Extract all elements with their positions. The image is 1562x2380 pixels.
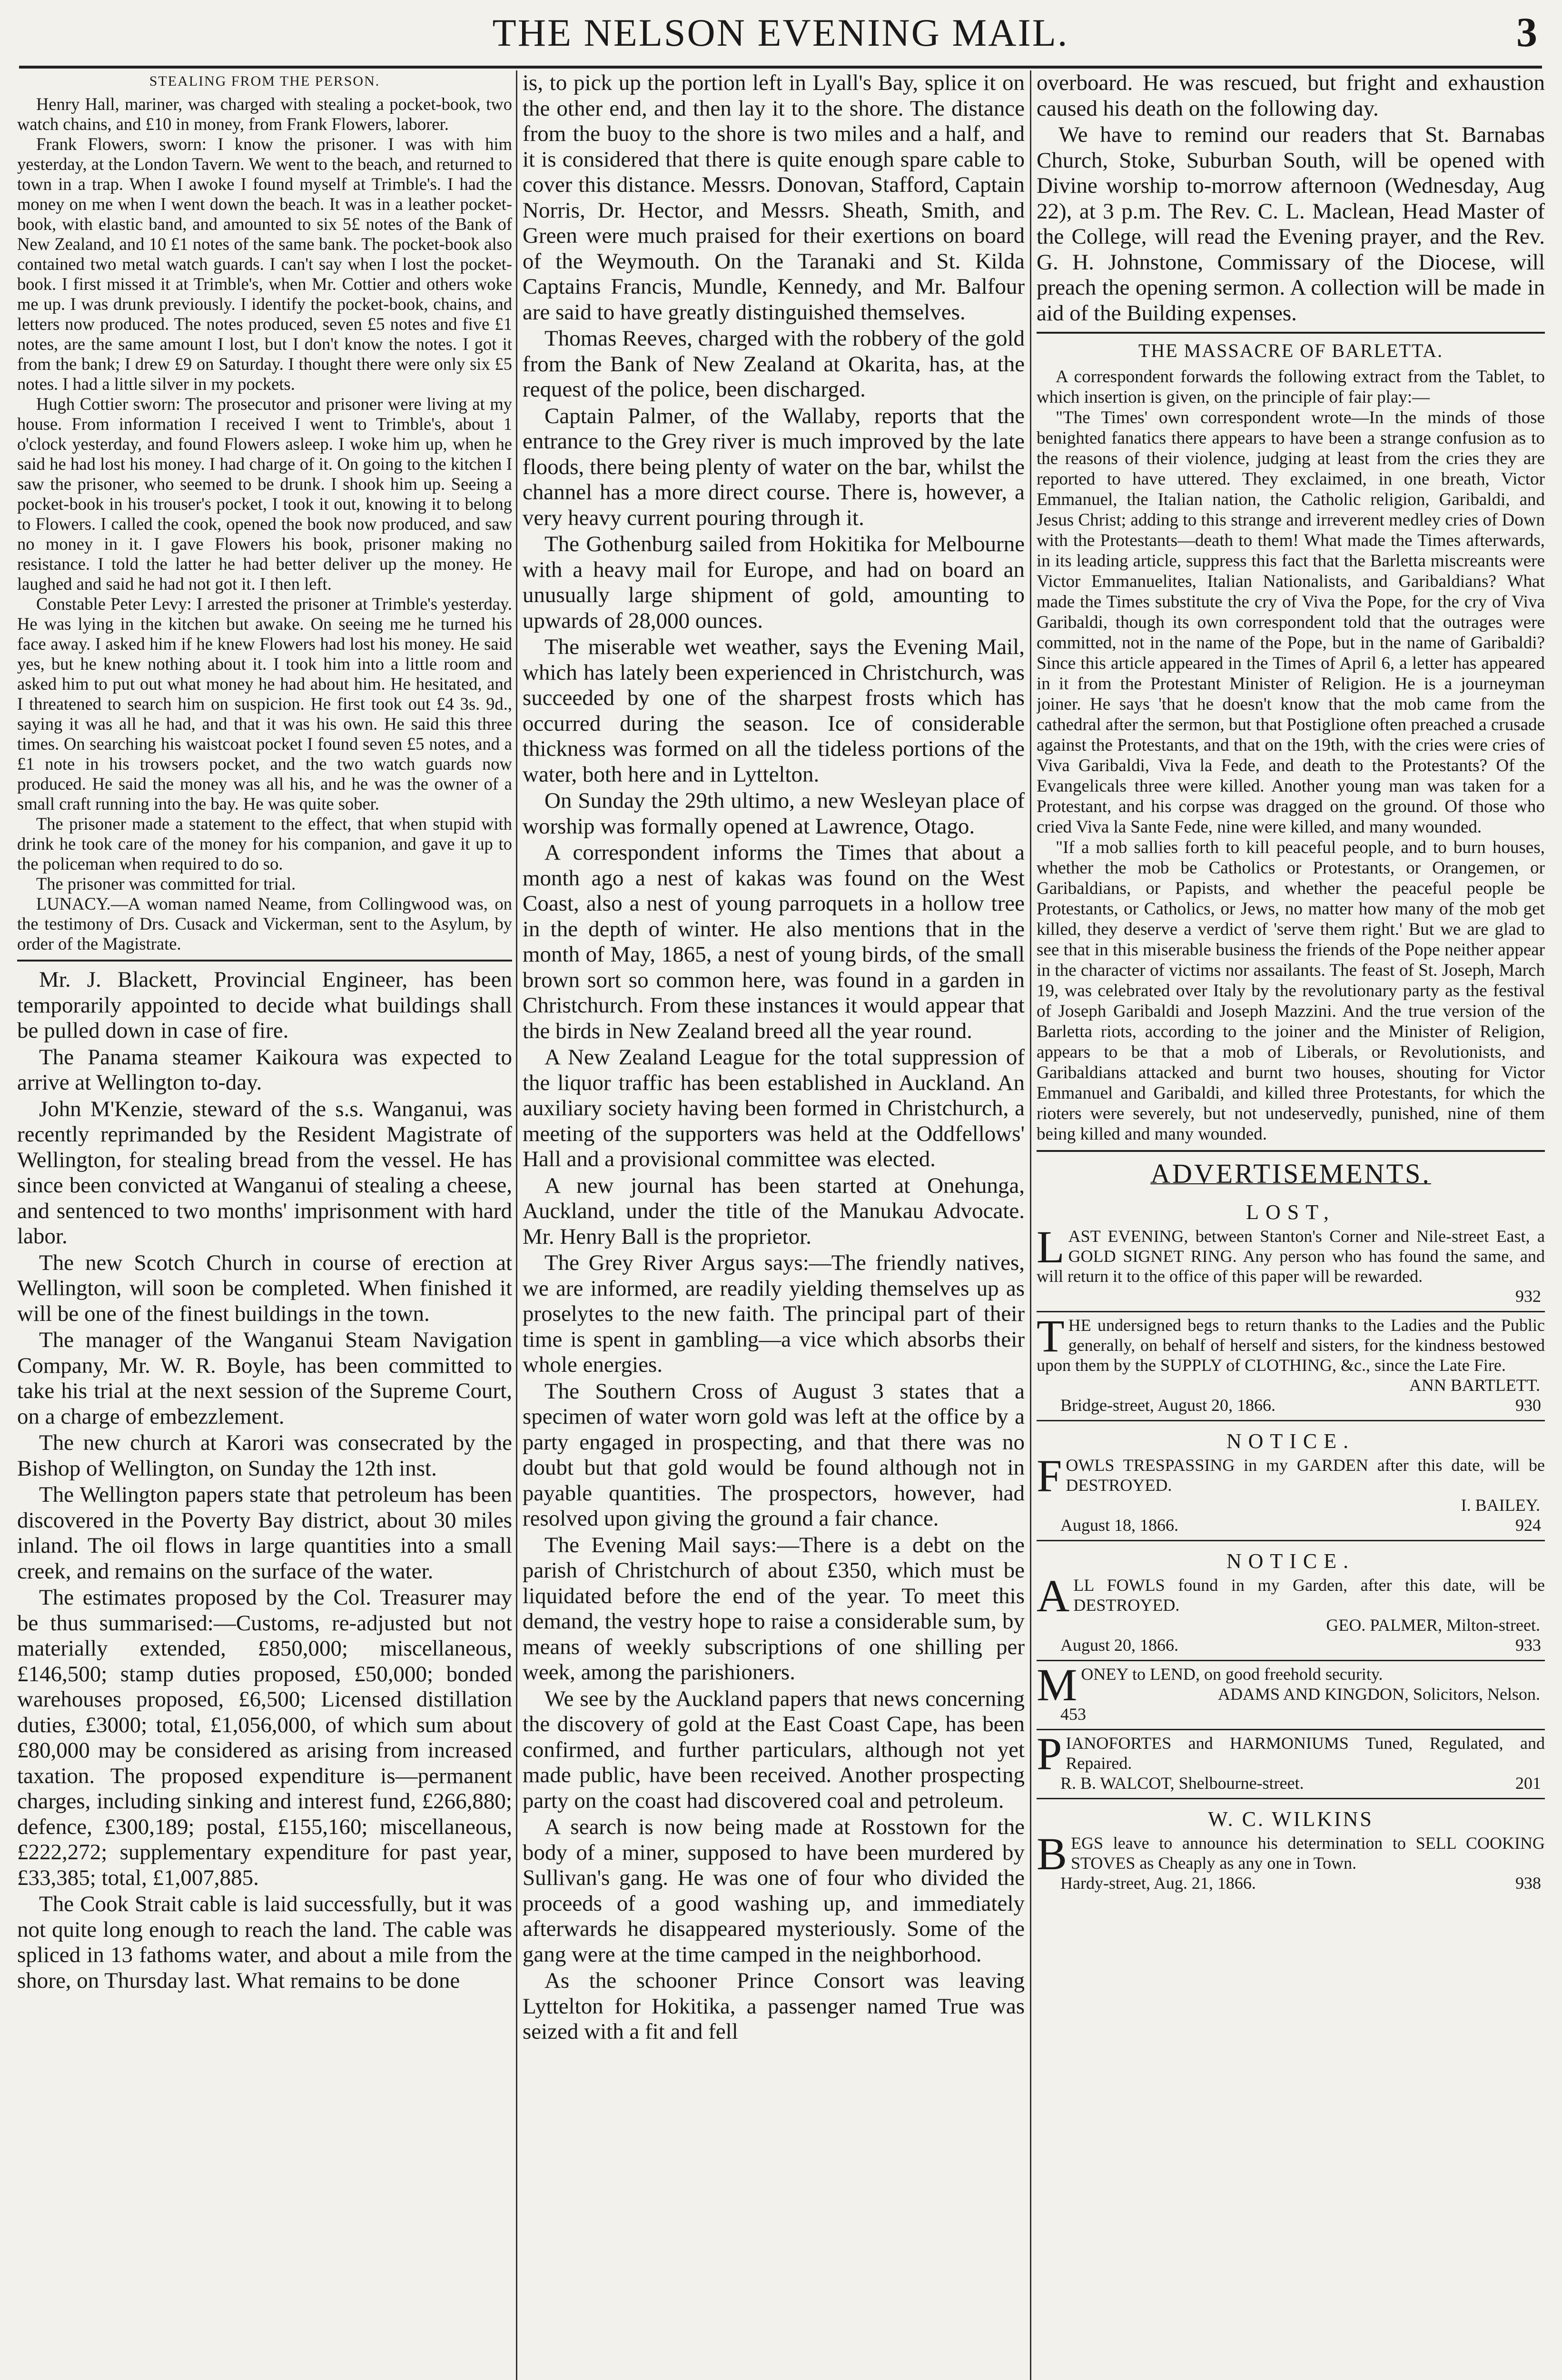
ad-text: IANOFORTES and HARMONIUMS Tuned, Regulated, and Repaired. — [1066, 1734, 1545, 1773]
ad-body — [1037, 1828, 1545, 1879]
ad-text: HE undersigned begs to return thanks to the Ladies and the Public generally, on behalf of herself and sisters, for the kindness bestowed upon them by the SUPPLY of CLOTHING, &c., since the Late Fire. — [1037, 1316, 1545, 1375]
news-item: The Grey River Argus says:—The friendly natives, we are informed, are readily yielding themselves up as proselytes to the new faith. The principal part of their time is spent in gambling—a vice which absorbs their whole energies. — [523, 1250, 1025, 1377]
section-rule — [1037, 332, 1545, 334]
news-item: overboard. He was rescued, but fright and exhaustion caused his death on the following day. — [1037, 70, 1545, 121]
article-paragraph: "If a mob sallies forth to kill peaceful people, and to burn houses, whether the mob be Catholics or Protestants, or Orangemen, or Garibaldians, or Papists, and whether the peaceful people be Protestants, or Catholics, or Jews, no matter how many of the mob get killed, they deserve a verdict of 'serve them right.' But we are glad to see that in this miserable business the friends of the Pope neither appear in the character of victims nor assailants. The feast of St. Joseph, March 19, was celebrated over Italy by the revolutionary party as the festival of Joseph Garibaldi and Joseph Mazzini. And the true version of the Barletta riots, according to the joiner and the Minister of Religion, appears to be that a mob of Liberals, or Revolutionists, and Garibaldians attacked and burnt two houses, shouting for Victor Emmanuel and Garibaldi, and killed three Protestants, for which the rioters were severely, but not undeservedly, punished, nine of them being killed and many wounded. — [1037, 838, 1545, 1144]
ad-text: AST EVENING, between Stanton's Corner and Nile-street East, a GOLD SIGNET RING. Any person who has found the same, and will return it to the office of this paper will be rewarded. — [1037, 1227, 1545, 1286]
drop-cap: A — [1037, 1570, 1070, 1621]
ad-signature: ADAMS AND KINGDON, Solicitors, Nelson. — [1217, 1685, 1540, 1704]
advertisement — [1037, 1799, 1545, 1898]
page-number: 3 — [1516, 10, 1537, 56]
ad-title: NOTICE. — [1226, 1429, 1355, 1453]
news-item: As the schooner Prince Consort was leaving Lyttelton for Hokitika, a passenger named True was seized with a fit and fell — [523, 1968, 1025, 2044]
ad-date: August 20, 1866. — [1060, 1636, 1179, 1655]
section-rule — [17, 960, 512, 962]
article-paragraph: LUNACY.—A woman named Neame, from Collingwood was, on the testimony of Drs. Cusack and Vickerman, sent to the Asylum, by order of the Magistrate. — [17, 894, 512, 953]
news-item: The estimates proposed by the Col. Treasurer may be thus summarised:—Customs, re-adjusted but not materially extended, £850,000; miscellaneous, £146,500; stamp duties proposed, £50,000; bonded warehouses proposed, £6,500; Licensed distillation duties, £3000; total, £1,056,000, of which sum about £80,000 may be considered as arising from increased taxation. The proposed expenditure is—permanent charges, including sinking and interest fund, £266,880; defence, £300,189; postal, £155,160; miscellaneous, £222,272; supplementary expenditure for past year, £33,385; total, £1,007,885. — [17, 1585, 512, 1890]
ad-number: 930 — [1515, 1396, 1541, 1415]
ad-body — [1037, 1570, 1545, 1621]
column-1 — [17, 70, 512, 2380]
column-divider — [1030, 70, 1031, 2380]
advertisement — [1037, 1312, 1545, 1421]
advertisements-heading: ADVERTISEMENTS. — [1150, 1158, 1431, 1189]
ad-title: W. C. WILKINS — [1208, 1807, 1374, 1831]
ad-body — [1037, 1221, 1545, 1286]
news-item: A new journal has been started at Onehunga, Auckland, under the title of the Manukau Advocate. Mr. Henry Ball is the proprietor. — [523, 1173, 1025, 1249]
news-item: A New Zealand League for the total suppression of the liquor traffic has been established in Auckland. An auxiliary society having been formed in Christchurch, a meeting of the supporters was held at the Oddfellows' Hall and a provisional committee was elected. — [523, 1045, 1025, 1171]
news-item: The Cook Strait cable is laid successfully, but it was not quite long enough to reach the land. The cable was spliced in 13 fathoms water, and about a mile from the shore, on Thursday last. What remains to be done — [17, 1892, 512, 1993]
news-item: John M'Kenzie, steward of the s.s. Wanganui, was recently reprimanded by the Resident Magistrate of Wellington, for stealing bread from the vessel. He has since been convicted at Wanganui of stealing a cheese, and sentenced to two months' imprisonment with hard labor. — [17, 1096, 512, 1249]
drop-cap: L — [1037, 1221, 1065, 1272]
masthead — [19, 9, 1542, 69]
ad-title: NOTICE. — [1226, 1549, 1355, 1573]
news-item: A search is now being made at Rosstown for the body of a miner, supposed to have been murdered by Sullivan's gang. He was one of four who divided the proceeds of a good washing up, and immediately afterwards he disappeared mysteriously. Some of the gang were at the time camped in the neighborhood. — [523, 1815, 1025, 1967]
advertisement — [1037, 1730, 1545, 1799]
ad-text: ONEY to LEND, on good freehold security. — [1081, 1665, 1383, 1684]
ad-footer — [1037, 1773, 1545, 1793]
ad-number: 932 — [1515, 1287, 1541, 1306]
ad-number: 938 — [1515, 1874, 1541, 1893]
ad-number — [1541, 1704, 1545, 1724]
news-item: is, to pick up the portion left in Lyall's Bay, splice it on the other end, and then lay it to the shore. The distance from the buoy to the shore is two miles and a half, and it is considered that there is quite enough spare cable to cover this distance. Messrs. Donovan, Stafford, Captain Norris, Dr. Hector, and Messrs. Sheath, Smith, and Green were much praised for their exertions on board of the Weymouth. On the Taranaki and St. Kilda Captains Francis, Mundle, Kennedy, and Mr. Balfour are said to have greatly distinguished themselves. — [523, 70, 1025, 325]
news-item: Mr. J. Blackett, Provincial Engineer, has been temporarily appointed to decide what buildings shall be pulled down in case of fire. — [17, 967, 512, 1043]
ad-signature: GEO. PALMER, Milton-street. — [1326, 1616, 1540, 1635]
advertisement — [1037, 1421, 1545, 1541]
ad-date: Hardy-street, Aug. 21, 1866. — [1060, 1874, 1256, 1893]
news-item: Captain Palmer, of the Wallaby, reports that the entrance to the Grey river is much improved by the late floods, there being plenty of water on the bar, whilst the channel has a more direct course. There is, however, a very heavy current pouring through it. — [523, 403, 1025, 530]
news-item: The new Scotch Church in course of erection at Wellington, will soon be completed. When finished it will be one of the finest buildings in the town. — [17, 1250, 512, 1326]
column-divider — [516, 70, 517, 2380]
news-item: The Evening Mail says:—There is a debt on the parish of Christchurch of about £350, which must be liquidated before the end of the year. To meet this demand, the vestry hope to raise a considerable sum, by means of weekly subscriptions of one shilling per week, among the parishioners. — [523, 1532, 1025, 1685]
ad-text: EGS leave to announce his determination to SELL COOKING STOVES as Cheaply as any one in Town. — [1071, 1834, 1545, 1873]
section-rule — [1037, 1150, 1545, 1152]
column-3 — [1037, 70, 1545, 2380]
news-item: The new church at Karori was consecrated by the Bishop of Wellington, on Sunday the 12th inst. — [17, 1430, 512, 1481]
section-heading: STEALING FROM THE PERSON. — [149, 73, 380, 89]
news-item: The Southern Cross of August 3 states that a specimen of water worn gold was left at the office by a party engaged in prospecting, and that there was no doubt but that gold would be found although not in payable quantities. The prospectors, however, had resolved upon giving the ground a fair chance. — [523, 1378, 1025, 1531]
ad-footer — [1037, 1873, 1545, 1893]
ad-footer — [1037, 1286, 1545, 1306]
ad-number: 201 — [1515, 1774, 1541, 1793]
article-paragraph: Frank Flowers, sworn: I know the prisoner. I was with him yesterday, at the London Tavern. We went to the beach, and returned to town in a trap. When I awoke I found myself at Trimble's. I had the money on me when I went down the beach. It was in a leather pocket-book, with elastic band, and amounted to six 5£ notes of the Bank of New Zealand, and 10 £1 notes of the same bank. The pocket-book also contained two metal watch guards. I can't say when I lost the pocket-book. I first missed it at Trimble's, when Mr. Cottier and others woke me up. I was drunk previously. I identify the pocket-book, chains, and letters now produced. The notes produced, seven £5 notes and five £1 notes, are the same amount I lost, but I don't know the notes. I got it from the bank; I drew £9 on Saturday. I thought there were only six £5 notes. I had a little silver in my pockets. — [17, 134, 512, 394]
ad-signature: ANN BARTLETT. — [1409, 1376, 1540, 1395]
article-paragraph: A correspondent forwards the following extract from the Tablet, to which insertion is given, on the principle of fair play:— — [1037, 367, 1545, 407]
ad-footer — [1037, 1395, 1545, 1415]
advertisement — [1037, 1192, 1545, 1312]
news-item: A correspondent informs the Times that about a month ago a nest of kakas was found on the West Coast, also a nest of young parroquets in a hollow tree in the depth of winter. He also mentions that in the month of May, 1865, a nest of young birds, of the small brown sort so common here, was found in a garden in Christchurch. From these instances it would appear that the birds in New Zealand breed all the year round. — [523, 840, 1025, 1043]
ad-title: LOST, — [1246, 1200, 1335, 1224]
news-item: The Panama steamer Kaikoura was expected to arrive at Wellington to-day. — [17, 1044, 512, 1095]
article-paragraph: "The Times' own correspondent wrote—In the minds of those benighted fanatics there appears to have been a strange confusion as to the reasons of their violence, judging at least from the cries they are reported to have uttered. They exclaimed, in one breath, Victor Emmanuel, the Italian nation, the Catholic religion, Garibaldi, and Jesus Christ; adding to this strange and irreverent medley cries of Down with the Protestants—death to them! What made the Times afterwards, in its leading article, suppress this fact that the Barletta miscreants were Victor Emmanuelites, Italian Nationalists, and Garibaldians? What made the Times substitute the cry of Viva the Pope, for the cry of Viva Garibaldi, though its own correspondent told that the outrages were committed, not in the name of the Pope, but in the name of Garibaldi? Since this article appeared in the Times of April 6, a letter has appeared in it from the Protestant Minister of Religion. He is a journeyman joiner. He says 'that he doesn't know that the mob came from the cathedral after the sermon, but that Postiglione often preached a crusade against the Protestants, and that on the 19th, with the cries were cries of Viva Garibaldi, Viva la Fede, and death to the Protestants? Of the Evangelicals three were killed. Another young man was taken for a Protestant, and his corpse was dragged on the ground. Of those who cried Viva la Sante Fede, nine were killed, and many wounded. — [1037, 408, 1545, 837]
ad-date: Bridge-street, August 20, 1866. — [1060, 1396, 1275, 1415]
ad-body — [1037, 1310, 1545, 1375]
news-item: The manager of the Wanganui Steam Navigation Company, Mr. W. R. Boyle, has been committed to take his trial at the next session of the Supreme Court, on a charge of embezzlement. — [17, 1328, 512, 1429]
article-paragraph: Henry Hall, mariner, was charged with stealing a pocket-book, two watch chains, and £10 in money, from Frank Flowers, laborer. — [17, 94, 512, 134]
ad-body — [1037, 1728, 1545, 1779]
drop-cap: T — [1037, 1310, 1065, 1361]
news-item: On Sunday the 29th ultimo, a new Wesleyan place of worship was formally opened at Lawrence, Otago. — [523, 788, 1025, 839]
ad-number: 933 — [1515, 1636, 1541, 1655]
column-2 — [523, 70, 1025, 2380]
drop-cap: M — [1037, 1659, 1078, 1710]
article-paragraph: The prisoner was committed for trial. — [36, 874, 296, 893]
advertisement — [1037, 1541, 1545, 1661]
newspaper-title: THE NELSON EVENING MAIL. — [492, 11, 1069, 54]
ad-number: 924 — [1515, 1516, 1541, 1535]
ad-text: LL FOWLS found in my Garden, after this date, will be DESTROYED. — [1073, 1576, 1545, 1615]
article-paragraph: Hugh Cottier sworn: The prosecutor and prisoner were living at my house. From information I received I went to Trimble's, about 1 o'clock yesterday, and found Flowers asleep. I woke him up, when he said he had lost his money. I had charge of it. On going to the kitchen I saw the prisoner, who seemed to be drunk. I shook him up. Seeing a pocket-book in his trouser's pocket, I took it out, knowing it to belong to Flowers. I called the cook, opened the book now produced, and saw no money in it. I gave Flowers his book, prisoner making no resistance. I told the latter he had better deliver up the money. He laughed and said he had not got it. I then left. — [17, 394, 512, 594]
news-item: We see by the Auckland papers that news concerning the discovery of gold at the East Coast Cape, has been confirmed, and further particulars, although not yet made public, have been received. Another prospecting party on the coast had discovered coal and petroleum. — [523, 1686, 1025, 1813]
section-heading: THE MASSACRE OF BARLETTA. — [1138, 340, 1443, 361]
ad-footer — [1037, 1704, 1545, 1724]
article-paragraph: Constable Peter Levy: I arrested the prisoner at Trimble's yesterday. He was lying in the kitchen but awake. On seeing me he turned his face away. I asked him if he knew Flowers had lost his money. He said yes, but he knew nothing about it. I took him into a little room and asked him to put out what money he had about him. He hesitated, and I threatened to search him on suspicion. He first took out £4 3s. 9d., saying it was all he had, and that it was his own. He said this three times. On searching his waistcoat pocket I found seven £5 notes, and a £1 note in his trowsers pocket, and the two watch guards now produced. He said the money was all his, and he was the owner of a small craft running into the bay. He was quite sober. — [17, 594, 512, 813]
news-item: The Gothenburg sailed from Hokitika for Melbourne with a heavy mail for Europe, and had on board an unusually large shipment of gold, amounting to upwards of 28,000 ounces. — [523, 532, 1025, 633]
ad-footer — [1037, 1635, 1545, 1655]
ad-date — [1037, 1286, 1060, 1306]
ad-text: OWLS TRESPASSING in my GARDEN after this date, will be DESTROYED. — [1066, 1456, 1545, 1495]
ad-signature: I. BAILEY. — [1461, 1496, 1540, 1515]
drop-cap: F — [1037, 1450, 1062, 1501]
news-item: The Wellington papers state that petroleum has been discovered in the Poverty Bay district, about 30 miles inland. The oil flows in large quantities into a small creek, and remains on the surface of the water. — [17, 1482, 512, 1584]
drop-cap: P — [1037, 1728, 1062, 1779]
ad-date: August 18, 1866. — [1060, 1516, 1179, 1535]
article-paragraph: The prisoner made a statement to the effect, that when stupid with drink he took care of the money for his companion, and gave it up to the policeman when required to do so. — [17, 814, 512, 873]
ad-signature: R. B. WALCOT, Shelbourne-street. — [1060, 1774, 1304, 1793]
drop-cap: B — [1037, 1828, 1068, 1879]
news-item: We have to remind our readers that St. Barnabas Church, Stoke, Suburban South, will be opened with Divine worship to-morrow afternoon (Wednesday, Aug 22), at 3 p.m. The Rev. C. L. Maclean, Head Master of the College, will read the Evening prayer, and the Rev. G. H. Johnstone, Commissary of the Diocese, will preach the opening sermon. A collection will be made in aid of the Building expenses. — [1037, 122, 1545, 326]
ad-number: 453 — [1060, 1705, 1086, 1724]
news-item: The miserable wet weather, says the Evening Mail, which has lately been experienced in Christchurch, was succeeded by one of the sharpest frosts which has occurred during the season. Ice of considerable thickness was formed on all the tideless portions of the water, both here and in Lyttelton. — [523, 635, 1025, 787]
advertisement — [1037, 1661, 1545, 1730]
ad-body — [1037, 1450, 1545, 1501]
ad-footer — [1037, 1515, 1545, 1535]
news-item: Thomas Reeves, charged with the robbery of the gold from the Bank of New Zealand at Okarita, has, at the request of the police, been discharged. — [523, 326, 1025, 402]
